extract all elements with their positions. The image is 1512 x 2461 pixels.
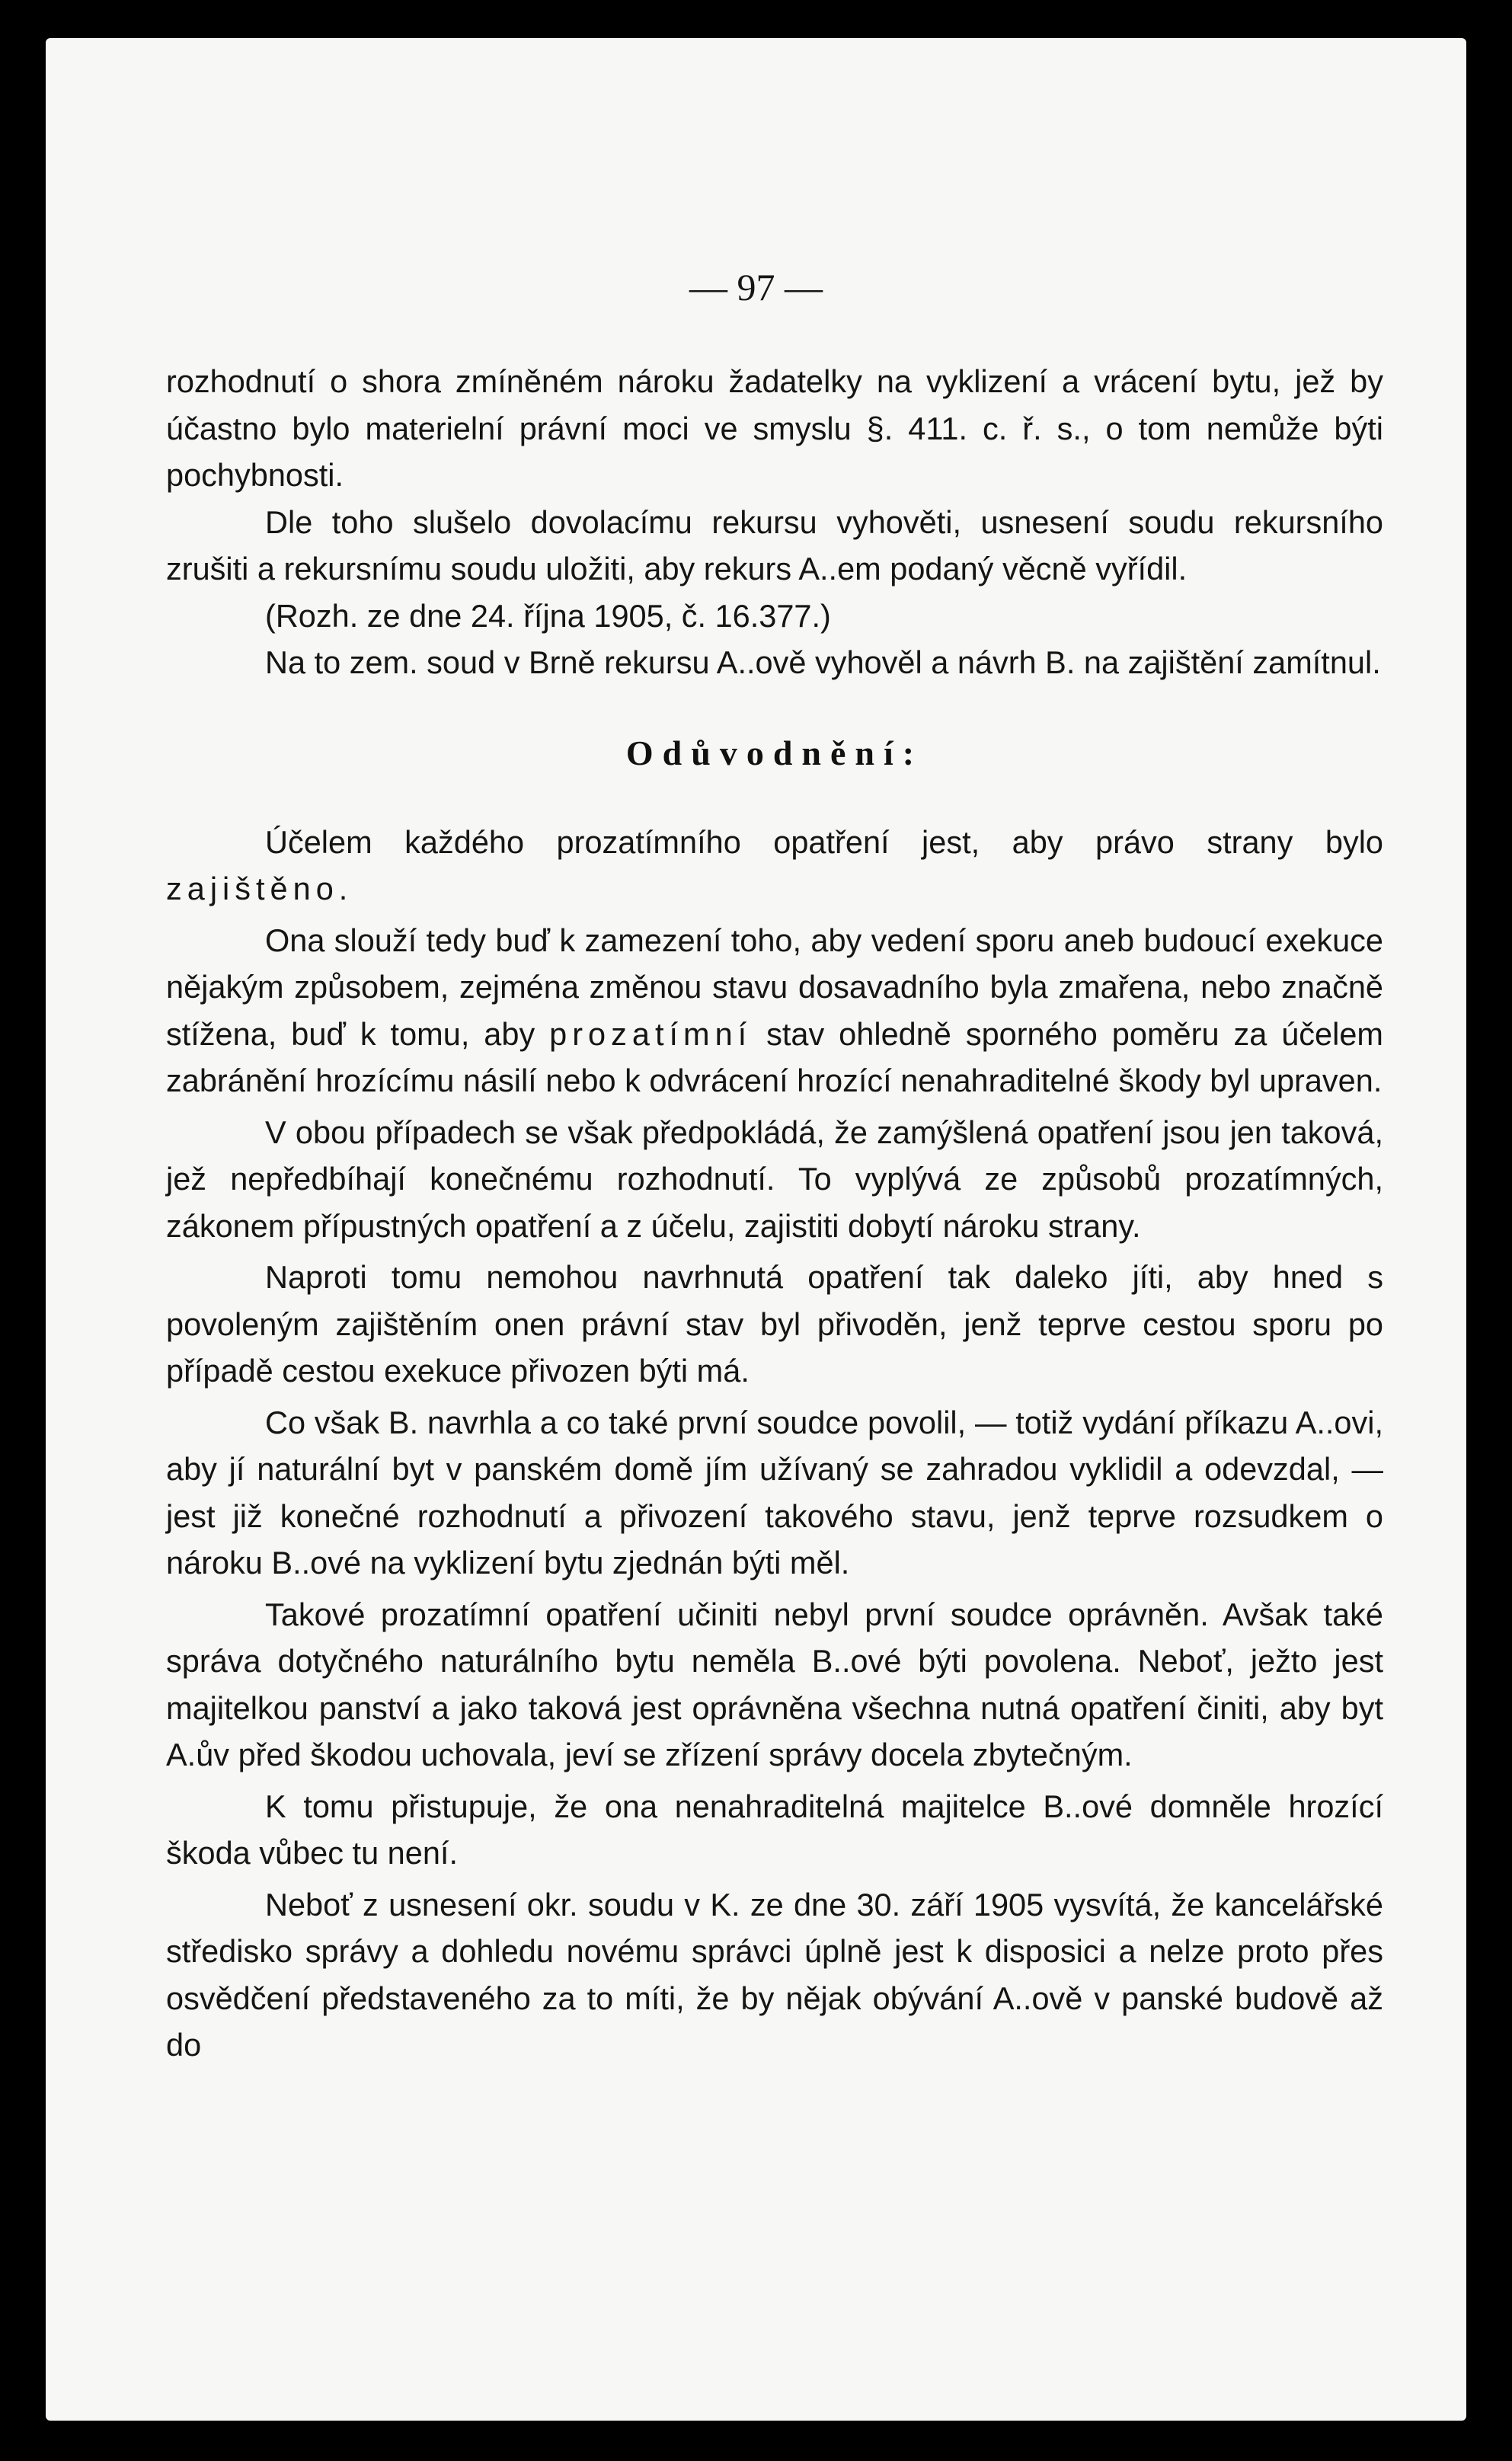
emphasis-text: zajištěno (166, 871, 339, 906)
paragraph: Co však B. navrhla a co také první soudce povolil, — totiž vydání příkazu A..ovi, aby jí naturální byt v panském domě jím užívaný se zahradou vyklidil a odevzdal, — jest již konečné rozhodnutí a přivození takového stavu, jenž teprve rozsudkem o nároku B..ové na vyklizení bytu zjednán býti měl. (166, 1404, 1383, 1580)
paragraph: Takové prozatímní opatření učiniti nebyl první soudce oprávněn. Avšak také správa dotyčného naturálního bytu neměla B..ové býti povolena. Neboť, ježto jest majitelkou panství a jako taková jest oprávněna všechna nutná opatření činiti, aby byt A.ův před škodou uchovala, jeví se zřízení správy docela zbytečným. (166, 1596, 1383, 1772)
paragraph: Neboť z usnesení okr. soudu v K. ze dne 30. září 1905 vysvítá, že kancelářské středisko správy a dohledu novému správci úplně jest k disposici a nelze proto přes osvědčení představeného za to míti, že by nějak obývání A..ově v panské budově až do (166, 1886, 1383, 2063)
paragraph-tail: . (338, 871, 348, 906)
paragraph: Dle toho slušelo dovolacímu rekursu vyhověti, usnesení soudu rekursního zrušiti a rekursnímu soudu uložiti, aby rekurs A..em podaný věcně vyřídil. (166, 503, 1383, 586)
paragraph: K tomu přistupuje, že ona nenahraditelná majitelce B..ové domněle hrozící škoda vůbec tu není. (166, 1788, 1383, 1871)
paragraph: rozhodnutí o shora zmíněném nároku žadatelky na vyklizení a vrácení bytu, jež by účastno bylo materielní právní moci ve smyslu §. 411. c. ř. s., o tom nemůže býti pochybnosti. (166, 363, 1383, 493)
emphasis-text: prozatímní (549, 1015, 753, 1052)
citation: (Rozh. ze dne 24. října 1905, č. 16.377.) (265, 597, 831, 634)
paragraph-text: Ona slouží tedy buď k zamezení toho, aby vedení sporu aneb budoucí exekuce nějakým způsobem, zejména změnou stavu dosavadního byla zmařena, nebo značně stížena, buď k tomu, aby (166, 922, 1383, 1052)
paragraph: Na to zem. soud v Brně rekursu A..ově vyhověl a návrh B. na zajištění zamítnul. (265, 644, 1381, 680)
section-heading: Odůvodnění: (625, 733, 924, 772)
paragraph (166, 917, 1383, 1104)
paragraph (166, 819, 1383, 912)
paragraph: V obou případech se však předpokládá, že zamýšlená opatření jsou jen taková, jež nepředbíhají konečnému rozhodnutí. To vyplývá ze způsobů prozatímných, zákonem přípustných opatření a z účelu, zajistiti dobytí nároku strany. (166, 1114, 1383, 1244)
document-page (46, 38, 1466, 2421)
paragraph-text: Účelem každého prozatímního opatření jest, aby právo strany bylo (265, 823, 1383, 860)
paragraph: Naproti tomu nemohou navrhnutá opatření tak daleko jíti, aby hned s povoleným zajištěním onen právní stav byl přivoděn, jenž teprve cestou sporu po případě cestou exekuce přivozen býti má. (166, 1259, 1383, 1389)
paragraph-text: stav ohledně sporného poměru za účelem zabránění hrozícímu násilí nebo k odvrácení hrozící nenahraditelné škody byl upraven. (166, 1015, 1384, 1098)
page-body (166, 358, 1383, 2069)
page-number: — 97 — (689, 266, 823, 308)
